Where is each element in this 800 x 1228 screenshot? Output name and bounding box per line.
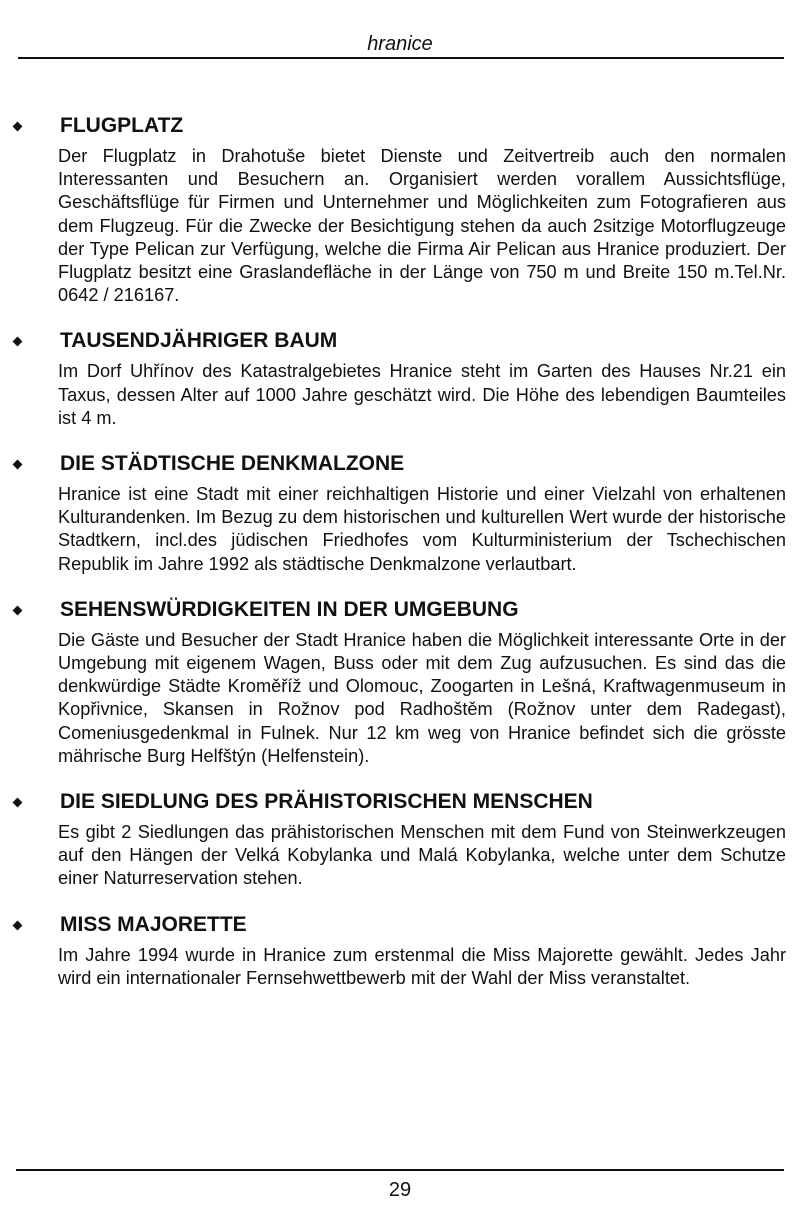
section-body: Die Gäste und Besucher der Stadt Hranice haben die Möglichkeit interessante Orte in der Umgebung mit eigenem Wagen, Buss oder mit dem Zug aufzusuchen. Es sind das die denkwürdige Städte Kroměříž und Olomouc, Zoogarten in Lešná, Kraftwagenmuseum in Kopřivnice, Skansen in Rožnov pod Radhoštěm (Rožnov unter dem Radegast), Comeniusgedenkmal in Fulnek. Nur 12 km weg von Hranice befindet sich die grösste mährische Burg Helfštýn (Helfenstein).: [58, 629, 786, 766]
diamond-bullet-icon: [13, 460, 23, 470]
section-heading-text: SEHENSWÜRDIGKEITEN IN DER UMGEBUNG: [60, 597, 519, 621]
section-siedlung: [0, 788, 800, 891]
section-flugplatz: [0, 112, 800, 307]
section-heading-text: DIE SIEDLUNG DES PRÄHISTORISCHEN MENSCHEN: [60, 790, 593, 814]
section-heading: [0, 112, 800, 140]
section-body: Hranice ist eine Stadt mit einer reichhaltigen Historie und einer Vielzahl von erhaltenen Kulturandenken. Im Bezug zu dem historischen und kulturellen Wert wurde der historische Stadtkern, incl.des jüdischen Friedhofes vom Kulturministerium der Tschechischen Republik im Jahre 1992 als städtische Denkmalzone verlautbart.: [58, 484, 786, 574]
diamond-bullet-icon: [13, 920, 23, 930]
page-number: 29: [388, 1179, 412, 1201]
section-heading-text: FLUGPLATZ: [60, 114, 184, 137]
diamond-bullet-icon: [13, 798, 23, 808]
section-tausendjaehriger-baum: [0, 327, 800, 430]
section-denkmalzone: [0, 450, 800, 576]
header-rule: [18, 57, 784, 59]
footer-rule: [16, 1169, 784, 1171]
section-body: Der Flugplatz in Drahotuše bietet Dienste und Zeitvertreib auch den normalen Interessanten und Besuchern an. Organisiert werden vorallem Aussichtsflüge, Geschäftsflüge für Firmen und Unternehmer und Möglichkeiten zum Fotografieren aus dem Flugzeug. Für die Zwecke der Besichtigung stehen da auch 2sitzige Motorflugzeuge der Type Pelican zur Verfügung, welche die Firma Air Pelican aus Hranice produziert. Der Flugplatz besitzt eine Graslandefläche in der Länge von 750 m und Breite 150 m.Tel.Nr. 0642 / 216167.: [58, 146, 786, 306]
page-content: [0, 112, 800, 1010]
section-heading-text: MISS MAJORETTE: [60, 912, 247, 936]
section-heading: [0, 788, 800, 816]
section-miss-majorette: [0, 911, 800, 990]
section-heading: [0, 450, 800, 478]
diamond-bullet-icon: [13, 605, 23, 615]
diamond-bullet-icon: [13, 122, 23, 132]
section-body: Im Jahre 1994 wurde in Hranice zum erstenmal die Miss Majorette gewählt. Jedes Jahr wird ein internationaler Fernsehwettbewerb mit der Wahl der Miss veranstaltet.: [58, 944, 786, 988]
diamond-bullet-icon: [13, 337, 23, 347]
section-heading: [0, 596, 800, 624]
section-heading-text: DIE STÄDTISCHE DENKMALZONE: [60, 452, 405, 476]
section-sehenswuerdigkeiten: [0, 596, 800, 768]
section-body: Es gibt 2 Siedlungen das prähistorischen Menschen mit dem Fund von Steinwerkzeugen auf den Hängen der Velká Kobylanka und Malá Kobylanka, welche unter dem Schutze einer Naturreservation stehen.: [58, 822, 786, 889]
running-header: hranice: [367, 33, 433, 55]
section-heading-text: TAUSENDJÄHRIGER BAUM: [60, 329, 338, 353]
section-heading: [0, 327, 800, 355]
section-heading: [0, 911, 800, 939]
section-body: Im Dorf Uhřínov des Katastralgebietes Hranice steht im Garten des Hauses Nr.21 ein Taxus, dessen Alter auf 1000 Jahre geschätzt wird. Die Höhe des lebendigen Baumteiles ist 4 m.: [58, 361, 786, 428]
